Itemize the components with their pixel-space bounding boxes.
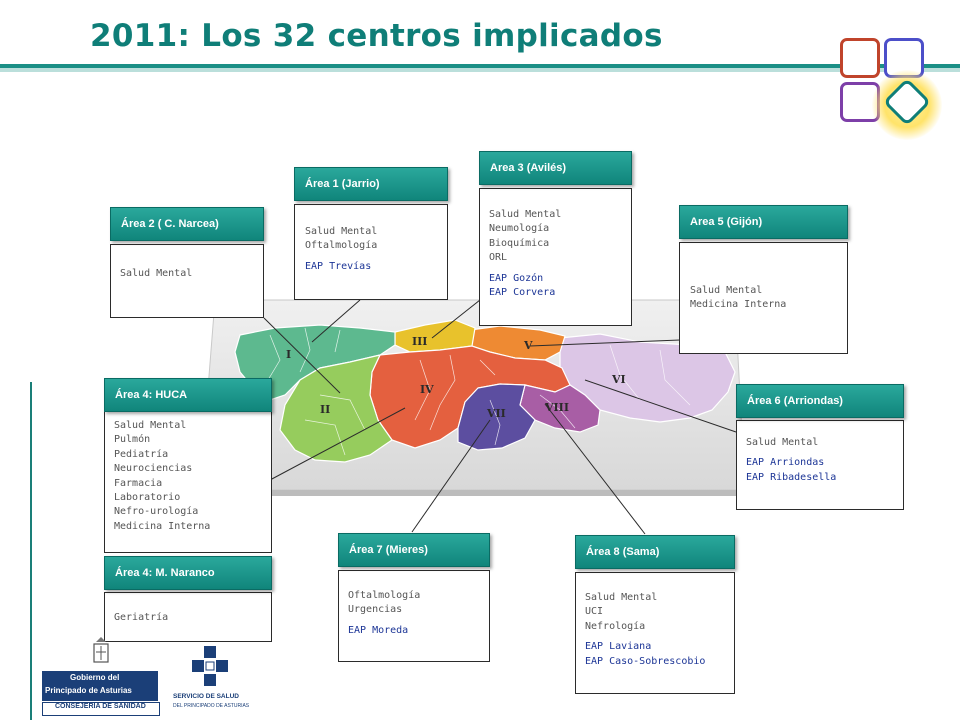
area8-link: EAP Caso-Sobrescobio <box>585 655 706 667</box>
area3-item: ORL <box>489 252 508 264</box>
area7-item: Oftalmología <box>348 590 421 601</box>
area5-header: Area 5 (Gijón) <box>679 205 848 239</box>
gobierno-line1: Gobierno del <box>70 673 120 682</box>
area4huca-item: Medicina Interna <box>114 520 211 532</box>
area1-item: Salud Mental <box>305 226 378 237</box>
area1-header: Área 1 (Jarrio) <box>294 167 448 201</box>
area6-items <box>746 436 836 485</box>
area7-header: Área 7 (Mieres) <box>338 533 490 567</box>
area3-item: Bioquímica <box>489 237 550 249</box>
area1-link: EAP Trevías <box>305 260 372 272</box>
area1-item: Oftalmología <box>305 240 378 252</box>
area4huca-item: Pediatría <box>114 448 169 460</box>
area4huca-items <box>114 419 210 534</box>
area5-item: Medicina Interna <box>690 299 787 311</box>
area8-item: Nefrología <box>585 620 646 632</box>
area3-items <box>489 208 561 300</box>
area7-link: EAP Moreda <box>348 624 409 636</box>
area5-items <box>690 284 786 313</box>
page-title: 2011: Los 32 centros implicados <box>90 18 663 54</box>
area6-link: EAP Ribadesella <box>746 471 837 483</box>
area4naranco-items <box>114 611 168 625</box>
area3-header: Area 3 (Avilés) <box>479 151 632 185</box>
region-label-viii: VIII <box>545 401 569 414</box>
region-label-i: I <box>286 348 292 361</box>
region-label-ii: II <box>320 403 331 416</box>
consejeria-text: CONSEJERIA DE SANIDAD <box>55 703 146 710</box>
area1-items <box>305 225 377 274</box>
area3-item: Neumología <box>489 223 550 235</box>
area2-header: Área 2 ( C. Narcea) <box>110 207 264 241</box>
area6-link: EAP Arriondas <box>746 457 825 469</box>
area8-link: EAP Laviana <box>585 641 652 653</box>
area3-link: EAP Corvera <box>489 287 556 299</box>
region-label-vi: VI <box>612 373 626 386</box>
area4huca-item: Neurociencias <box>114 463 193 475</box>
area4huca-item: Laboratorio <box>114 492 181 504</box>
region-label-iii: III <box>412 335 428 348</box>
region-label-v: V <box>524 339 533 352</box>
area7-item: Urgencias <box>348 604 403 616</box>
health-cross-icon <box>190 646 230 686</box>
gobierno-line2: Principado de Asturias <box>45 686 132 695</box>
area2-items <box>120 267 192 281</box>
area4naranco-header: Área 4: M. Naranco <box>104 556 272 590</box>
area4naranco-item: Geriatría <box>114 612 169 623</box>
area5-item: Salud Mental <box>690 285 763 296</box>
area4huca-item: Farmacia <box>114 477 163 489</box>
area8-header: Área 8 (Sama) <box>575 535 735 569</box>
region-label-vii: VII <box>487 407 506 420</box>
sespa-line2: DEL PRINCIPADO DE ASTURIAS <box>173 703 250 709</box>
area3-item: Salud Mental <box>489 209 562 220</box>
area4huca-item: Nefro-urología <box>114 506 199 518</box>
area4huca-item: Pulmón <box>114 434 151 446</box>
area6-item: Salud Mental <box>746 437 819 448</box>
area7-items <box>348 589 420 638</box>
area3-link: EAP Gozón <box>489 272 544 284</box>
area8-items <box>585 591 705 669</box>
map-plate-shadow <box>200 490 745 496</box>
region-label-iv: IV <box>420 383 434 396</box>
area4huca-header: Área 4: HUCA <box>104 378 272 412</box>
sespa-line1: SERVICIO DE SALUD <box>173 693 239 700</box>
area8-item: UCI <box>585 606 604 618</box>
area2-item: Salud Mental <box>120 268 193 279</box>
area6-header: Área 6 (Arriondas) <box>736 384 904 418</box>
coat-of-arms-icon <box>91 636 111 666</box>
area4huca-item: Salud Mental <box>114 420 187 431</box>
area8-item: Salud Mental <box>585 592 658 603</box>
